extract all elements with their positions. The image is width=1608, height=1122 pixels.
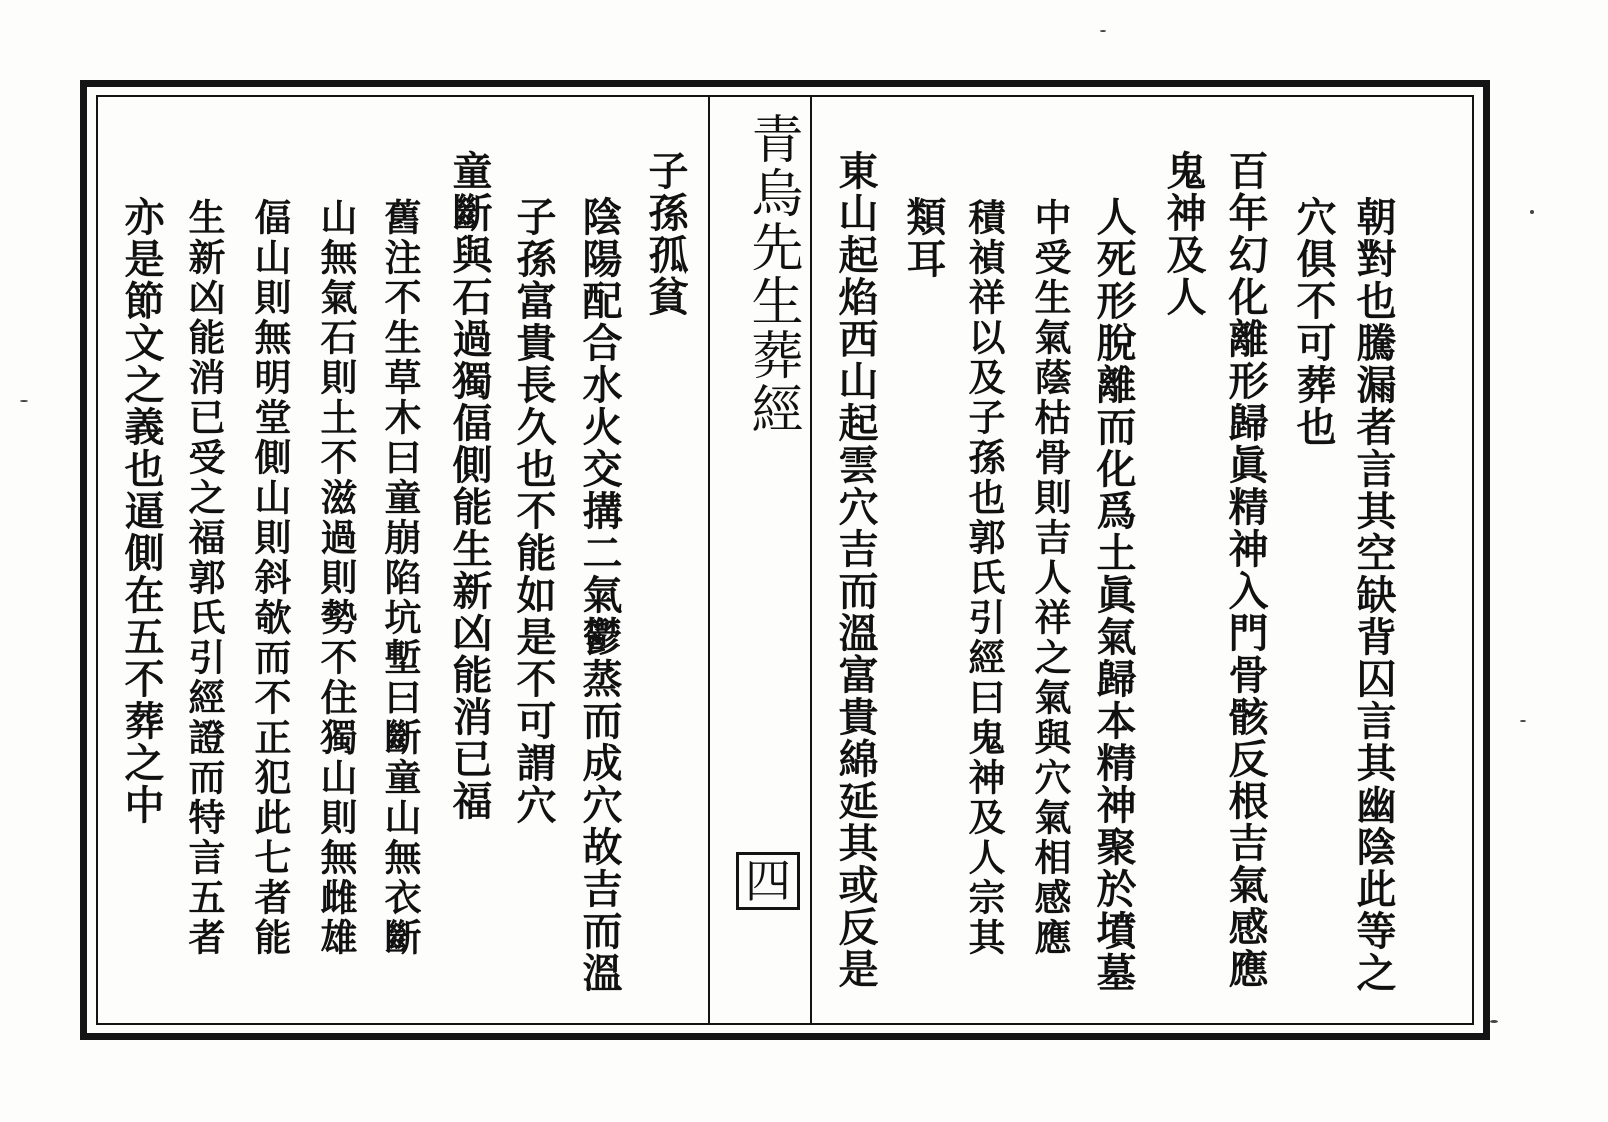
right-column-9: 東山起焰西山起雲穴吉而溫富貴綿延其或反是 [832, 150, 879, 990]
left-column-5: 舊注不生草木曰童崩陷坑塹曰斷童山無衣斷 [378, 198, 422, 958]
left-column-8: 生新凶能消已受之福郭氏引經證而特言五者 [182, 198, 226, 958]
scan-speck [1520, 720, 1526, 722]
right-column-4: 鬼神及人 [1160, 150, 1207, 318]
left-column-4: 童斷與石過獨偪側能生新凶能消已福 [446, 150, 493, 822]
right-column-6: 中受生氣蔭枯骨則吉人祥之氣與穴氣相感應 [1028, 198, 1072, 958]
book-title: 青烏先生葬經 [742, 112, 802, 436]
right-column-3: 百年幻化離形歸眞精神入門骨骸反根吉氣感應 [1222, 150, 1269, 990]
left-column-1: 子孫孤貧 [642, 150, 689, 318]
center-band-right-rule [810, 95, 812, 1025]
right-column-1: 朝對也騰漏者言其空缺背囚言其幽陰此等之 [1350, 196, 1397, 994]
left-column-6: 山無氣石則土不滋過則勢不住獨山則無雌雄 [314, 198, 358, 958]
scan-speck [20, 400, 28, 402]
center-band-left-rule [708, 95, 710, 1025]
page-number: 四 [736, 852, 800, 910]
scan-speck [1100, 30, 1106, 32]
right-column-8: 類耳 [900, 196, 947, 280]
left-column-2: 陰陽配合水火交搆二氣鬱蒸而成穴故吉而溫 [576, 196, 623, 994]
right-column-7: 積禎祥以及子孫也郭氏引經曰鬼神及人宗其 [962, 198, 1006, 958]
scan-speck [1490, 1020, 1498, 1023]
left-column-7: 偪山則無明堂側山則斜欹而不正犯此七者能 [248, 198, 292, 958]
right-column-2: 穴俱不可葬也 [1290, 196, 1337, 448]
scan-speck [1530, 210, 1534, 214]
right-column-5: 人死形脫離而化爲土眞氣歸本精神聚於墳墓 [1090, 196, 1137, 994]
left-column-9: 亦是節文之義也逼側在五不葬之中 [118, 196, 165, 826]
left-column-3: 子孫富貴長久也不能如是不可謂穴 [510, 196, 557, 826]
